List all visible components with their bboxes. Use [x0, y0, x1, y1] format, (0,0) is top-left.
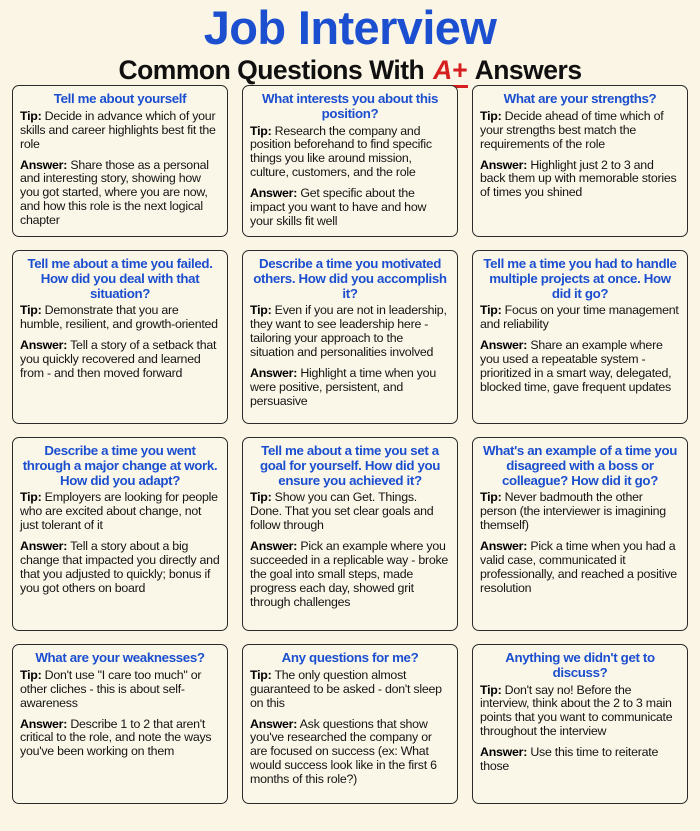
header	[12, 0, 688, 85]
card-tip	[480, 110, 680, 152]
answer-text: Describe 1 to 2 that aren't critical to the role, and note the ways you've been working on them	[20, 716, 212, 759]
tip-text: Research the company and position beforehand to find specific things you like around mission, culture, customers, and the role	[250, 123, 432, 180]
card-tip	[20, 669, 220, 711]
tip-label: Tip:	[480, 108, 502, 123]
card-tip	[20, 304, 220, 332]
card-tip	[480, 304, 680, 332]
card-tip	[250, 491, 450, 533]
card-question: Tell me about a time you failed. How did you deal with that situation?	[27, 256, 213, 301]
answer-label: Answer:	[480, 745, 528, 760]
card-tip	[250, 125, 450, 181]
answer-text: Pick an example where you succeeded in a replicable way - broke the goal into small steps, made progress each day, showed grit through challenges	[250, 539, 449, 609]
tip-label: Tip:	[480, 303, 502, 318]
tip-label: Tip:	[480, 682, 502, 697]
card-question: Any questions for me?	[281, 650, 419, 666]
question-card	[472, 437, 688, 631]
answer-text: Share an example where you used a repeatable system - prioritized in a smart way, delegated, blocked time, gave frequent updates	[480, 338, 672, 394]
question-card	[472, 644, 688, 804]
a-plus-badge: A+	[432, 55, 468, 88]
answer-label: Answer:	[20, 338, 68, 353]
tip-text: Don't use "I care too much" or other cliches - this is about self-awareness	[20, 667, 202, 710]
card-tip	[480, 491, 680, 533]
answer-label: Answer:	[480, 539, 528, 553]
question-card	[12, 250, 228, 424]
question-card	[12, 437, 228, 631]
card-tip	[250, 669, 450, 711]
answer-text: Get specific about the impact you want to have and how your skills fit well	[250, 186, 427, 228]
answer-text: Use this time to reiterate those	[480, 745, 659, 774]
card-question: Describe a time you motivated others. How did you accomplish it?	[253, 256, 447, 301]
tip-text: Decide in advance which of your skills and career highlights best fit the role	[20, 108, 216, 151]
tip-text: Employers are looking for people who are excited about change, not just tolerant of it	[20, 490, 218, 533]
tip-label: Tip:	[250, 123, 272, 138]
tip-label: Tip:	[250, 490, 272, 505]
page-title: Job Interview	[203, 1, 497, 54]
card-answer	[250, 187, 450, 229]
card-question: What are your strengths?	[503, 91, 657, 107]
page-subtitle	[12, 56, 688, 85]
card-question: Tell me a time you had to handle multiple projects at once. How did it go?	[483, 256, 677, 301]
card-question: Anything we didn't get to discuss?	[505, 650, 655, 680]
answer-label: Answer:	[480, 157, 528, 172]
card-tip	[20, 491, 220, 533]
card-question: Describe a time you went through a major change at work. How did you adapt?	[22, 443, 218, 488]
card-answer	[480, 339, 680, 395]
card-answer	[480, 159, 680, 201]
card-row-1	[12, 85, 688, 237]
answer-text: Tell a story of a setback that you quickly recovered and learned from - and then moved forward	[20, 338, 217, 380]
card-tip	[480, 684, 680, 740]
answer-label: Answer:	[20, 716, 68, 731]
card-question: What are your weaknesses?	[35, 650, 205, 666]
question-card	[472, 85, 688, 237]
answer-label: Answer:	[250, 716, 298, 731]
card-question: What interests you about this position?	[261, 91, 439, 121]
card-answer	[250, 718, 450, 787]
tip-text: Don't say no! Before the interview, think about the 2 to 3 main points that you want to communicate throughout the interview	[480, 682, 673, 739]
tip-text: The only question almost guaranteed to be asked - don't sleep on this	[250, 667, 442, 710]
answer-label: Answer:	[20, 539, 68, 553]
tip-text: Never badmouth the other person (the interviewer is imagining themself)	[480, 490, 666, 533]
card-row-4	[12, 644, 688, 804]
question-card	[242, 644, 458, 804]
answer-label: Answer:	[250, 186, 298, 201]
tip-label: Tip:	[20, 490, 42, 505]
answer-label: Answer:	[480, 338, 528, 353]
answer-text: Ask questions that show you've researched the company or are focused on success (ex: What would success look like in the first 6 months of this role?)	[250, 716, 437, 787]
answer-text: Share those as a personal and interesting story, showing how you got started, where you are now, and how this role is the next logical chapter	[20, 157, 209, 228]
card-question: Tell me about yourself	[53, 91, 187, 107]
card-answer	[480, 746, 680, 774]
card-answer	[20, 339, 220, 381]
card-question: What's an example of a time you disagreed with a boss or colleague? How did it go?	[482, 443, 678, 488]
subtitle-text-after: Answers	[468, 54, 582, 85]
question-card	[12, 85, 228, 237]
tip-label: Tip:	[480, 490, 502, 505]
card-answer	[20, 540, 220, 596]
tip-text: Demonstrate that you are humble, resilient, and growth-oriented	[20, 303, 218, 332]
card-tip	[20, 110, 220, 152]
tip-label: Tip:	[250, 303, 272, 318]
answer-text: Pick a time when you had a valid case, communicated it professionally, and reached a positive resolution	[480, 539, 677, 595]
question-card	[242, 85, 458, 237]
card-answer	[20, 159, 220, 228]
question-card	[12, 644, 228, 804]
card-answer	[480, 540, 680, 596]
answer-label: Answer:	[250, 539, 298, 553]
card-tip	[250, 304, 450, 360]
answer-label: Answer:	[20, 157, 68, 172]
tip-label: Tip:	[20, 303, 42, 318]
card-question: Tell me about a time you set a goal for yourself. How did you ensure you achieved it?	[259, 443, 441, 488]
answer-text: Tell a story about a big change that impacted you directly and that you adjusted to quickly; bonus if you got others on board	[20, 539, 220, 595]
tip-text: Focus on your time management and reliability	[480, 303, 679, 332]
subtitle-text-before: Common Questions With	[118, 54, 432, 85]
tip-label: Tip:	[250, 667, 272, 682]
card-row-2	[12, 250, 688, 424]
tip-text: Even if you are not in leadership, they want to see leadership here - tailoring your approach to the situation and personalities involved	[250, 303, 447, 359]
tip-text: Show you can Get. Things. Done. That you set clear goals and follow through	[250, 490, 434, 533]
answer-label: Answer:	[250, 365, 298, 380]
card-row-3	[12, 437, 688, 631]
question-card	[242, 250, 458, 424]
question-card	[242, 437, 458, 631]
card-answer	[20, 718, 220, 760]
card-answer	[250, 367, 450, 409]
answer-text: Highlight just 2 to 3 and back them up with memorable stories of times you shined	[480, 157, 677, 200]
question-card	[472, 250, 688, 424]
tip-text: Decide ahead of time which of your strengths best match the requirements of the role	[480, 108, 664, 151]
tip-label: Tip:	[20, 108, 42, 123]
tip-label: Tip:	[20, 667, 42, 682]
answer-text: Highlight a time when you were positive, persistent, and persuasive	[250, 365, 436, 408]
card-answer	[250, 540, 450, 609]
